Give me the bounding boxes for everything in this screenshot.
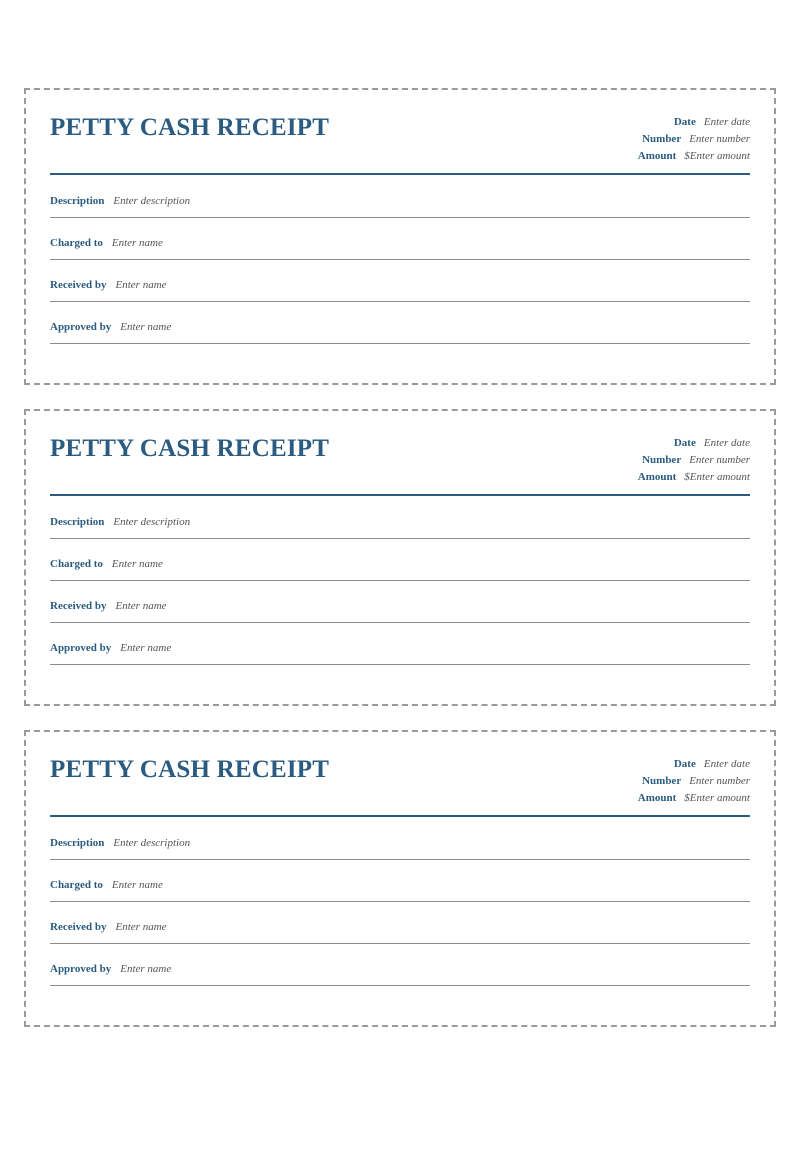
petty-cash-receipt (24, 730, 776, 1027)
charged-to-row (50, 539, 750, 581)
receipt-title: PETTY CASH RECEIPT (50, 114, 330, 141)
description-field[interactable]: Enter description (113, 516, 191, 528)
receipt-fields (50, 176, 750, 344)
number-label: Number (642, 133, 682, 145)
received-by-label: Received by (50, 279, 107, 291)
charged-to-row (50, 218, 750, 260)
receipt-fields (50, 497, 750, 665)
number-row (638, 131, 750, 148)
approved-by-row (50, 302, 750, 344)
received-by-row (50, 902, 750, 944)
received-by-label: Received by (50, 921, 107, 933)
receipt-title: PETTY CASH RECEIPT (50, 756, 330, 783)
date-row (638, 114, 750, 131)
description-row (50, 497, 750, 539)
amount-label: Amount (637, 150, 677, 162)
description-field[interactable]: Enter description (113, 195, 191, 207)
petty-cash-receipt (24, 88, 776, 385)
description-row (50, 818, 750, 860)
date-field[interactable]: Enter date (703, 116, 750, 128)
approved-by-row (50, 944, 750, 986)
receipt-meta (638, 114, 750, 165)
number-row (638, 773, 750, 790)
received-by-field[interactable]: Enter name (115, 279, 167, 291)
receipt-fields (50, 818, 750, 986)
description-label: Description (50, 516, 105, 528)
receipt-meta (638, 756, 750, 807)
receipt-title: PETTY CASH RECEIPT (50, 435, 330, 462)
approved-by-row (50, 623, 750, 665)
header-divider (50, 173, 750, 175)
approved-by-field[interactable]: Enter name (120, 321, 172, 333)
number-label: Number (642, 454, 682, 466)
description-field[interactable]: Enter description (113, 837, 191, 849)
date-row (638, 756, 750, 773)
amount-row (638, 790, 750, 807)
received-by-field[interactable]: Enter name (115, 600, 167, 612)
header-divider (50, 494, 750, 496)
charged-to-field[interactable]: Enter name (111, 558, 163, 570)
description-label: Description (50, 195, 105, 207)
description-row (50, 176, 750, 218)
amount-row (638, 469, 750, 486)
receipt-meta (638, 435, 750, 486)
amount-field[interactable]: $Enter amount (684, 471, 750, 483)
amount-row (638, 148, 750, 165)
receipt-stack (24, 88, 776, 1051)
approved-by-field[interactable]: Enter name (120, 642, 172, 654)
approved-by-label: Approved by (50, 963, 112, 975)
received-by-row (50, 260, 750, 302)
date-label: Date (673, 758, 696, 770)
charged-to-row (50, 860, 750, 902)
number-field[interactable]: Enter number (689, 133, 750, 145)
charged-to-field[interactable]: Enter name (111, 879, 163, 891)
approved-by-field[interactable]: Enter name (120, 963, 172, 975)
received-by-label: Received by (50, 600, 107, 612)
amount-label: Amount (637, 792, 677, 804)
number-field[interactable]: Enter number (689, 454, 750, 466)
approved-by-label: Approved by (50, 642, 112, 654)
charged-to-label: Charged to (50, 558, 103, 570)
amount-field[interactable]: $Enter amount (684, 792, 750, 804)
description-label: Description (50, 837, 105, 849)
charged-to-label: Charged to (50, 237, 103, 249)
received-by-field[interactable]: Enter name (115, 921, 167, 933)
date-label: Date (673, 437, 696, 449)
header-divider (50, 815, 750, 817)
received-by-row (50, 581, 750, 623)
date-row (638, 435, 750, 452)
approved-by-label: Approved by (50, 321, 112, 333)
amount-label: Amount (637, 471, 677, 483)
charged-to-label: Charged to (50, 879, 103, 891)
number-field[interactable]: Enter number (689, 775, 750, 787)
date-field[interactable]: Enter date (703, 758, 750, 770)
amount-field[interactable]: $Enter amount (684, 150, 750, 162)
date-label: Date (673, 116, 696, 128)
charged-to-field[interactable]: Enter name (111, 237, 163, 249)
date-field[interactable]: Enter date (703, 437, 750, 449)
number-row (638, 452, 750, 469)
petty-cash-receipt (24, 409, 776, 706)
number-label: Number (642, 775, 682, 787)
